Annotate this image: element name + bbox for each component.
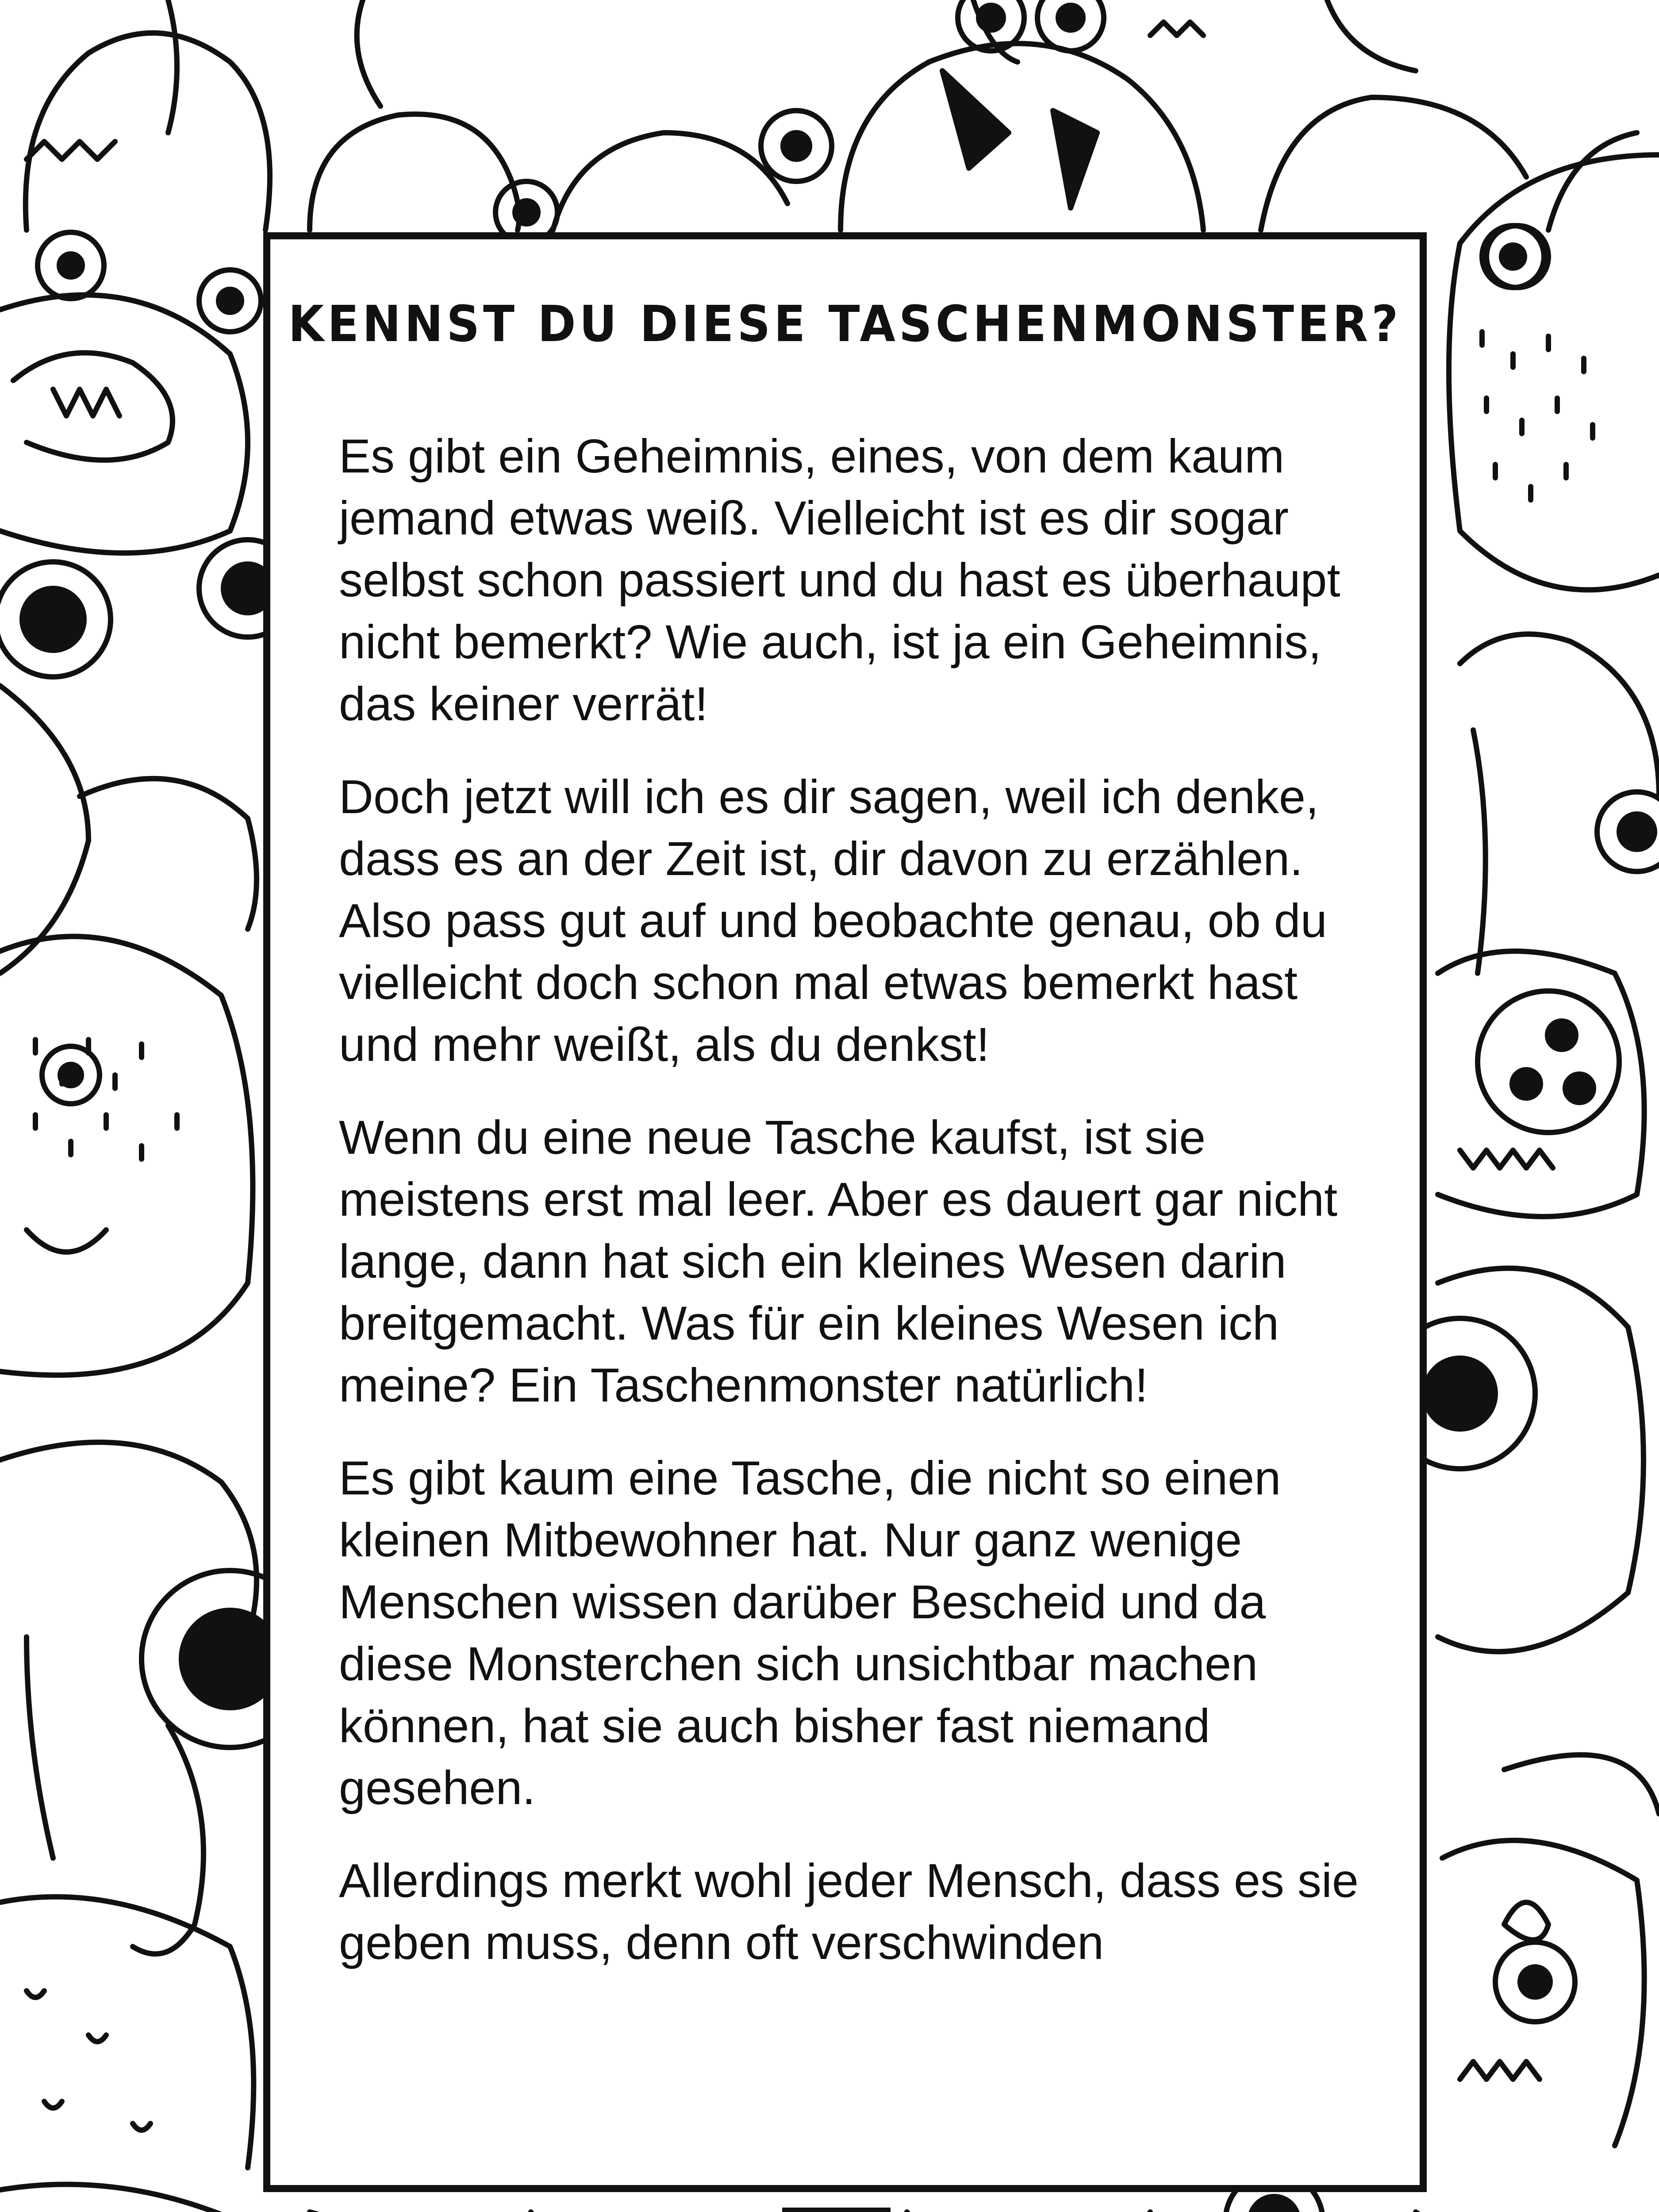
paragraph-4: Es gibt kaum eine Tasche, die nicht so einen kleinen Mitbewohner hat. Nur ganz wenige Menschen wissen darüber Bescheid und da diese Monsterchen sich unsichtbar machen können, hat sie auch bisher fast niemand gesehen. xyxy=(339,1451,1281,1814)
story-text xyxy=(339,425,1370,2005)
paragraph-5: Allerdings merkt wohl jeder Mensch, dass es sie geben muss, denn oft verschwinden xyxy=(339,1854,1359,1969)
page-number-box xyxy=(782,2208,891,2212)
text-panel xyxy=(263,232,1427,2192)
page-heading: KENNST DU DIESE TASCHENMONSTER? xyxy=(288,295,1402,353)
paragraph-2: Doch jetzt will ich es dir sagen, weil ich denke, dass es an der Zeit ist, dir davon zu erzählen. Also pass gut auf und beobachte genau, ob du vielleicht doch schon mal etwas bemerkt hast und mehr weißt, als du denkst! xyxy=(339,770,1327,1071)
paragraph-1: Es gibt ein Geheimnis, eines, von dem kaum jemand etwas weiß. Vielleicht ist es dir sogar selbst schon passiert und du hast es überhaupt nicht bemerkt? Wie auch, ist ja ein Geheimnis, das keiner verrät! xyxy=(339,429,1340,730)
paragraph-3: Wenn du eine neue Tasche kaufst, ist sie meistens erst mal leer. Aber es dauert gar nicht lange, dann hat sich ein kleines Wesen darin breitgemacht. Was für ein kleines Wesen ich meine? Ein Taschenmonster natürlich! xyxy=(339,1110,1338,1412)
